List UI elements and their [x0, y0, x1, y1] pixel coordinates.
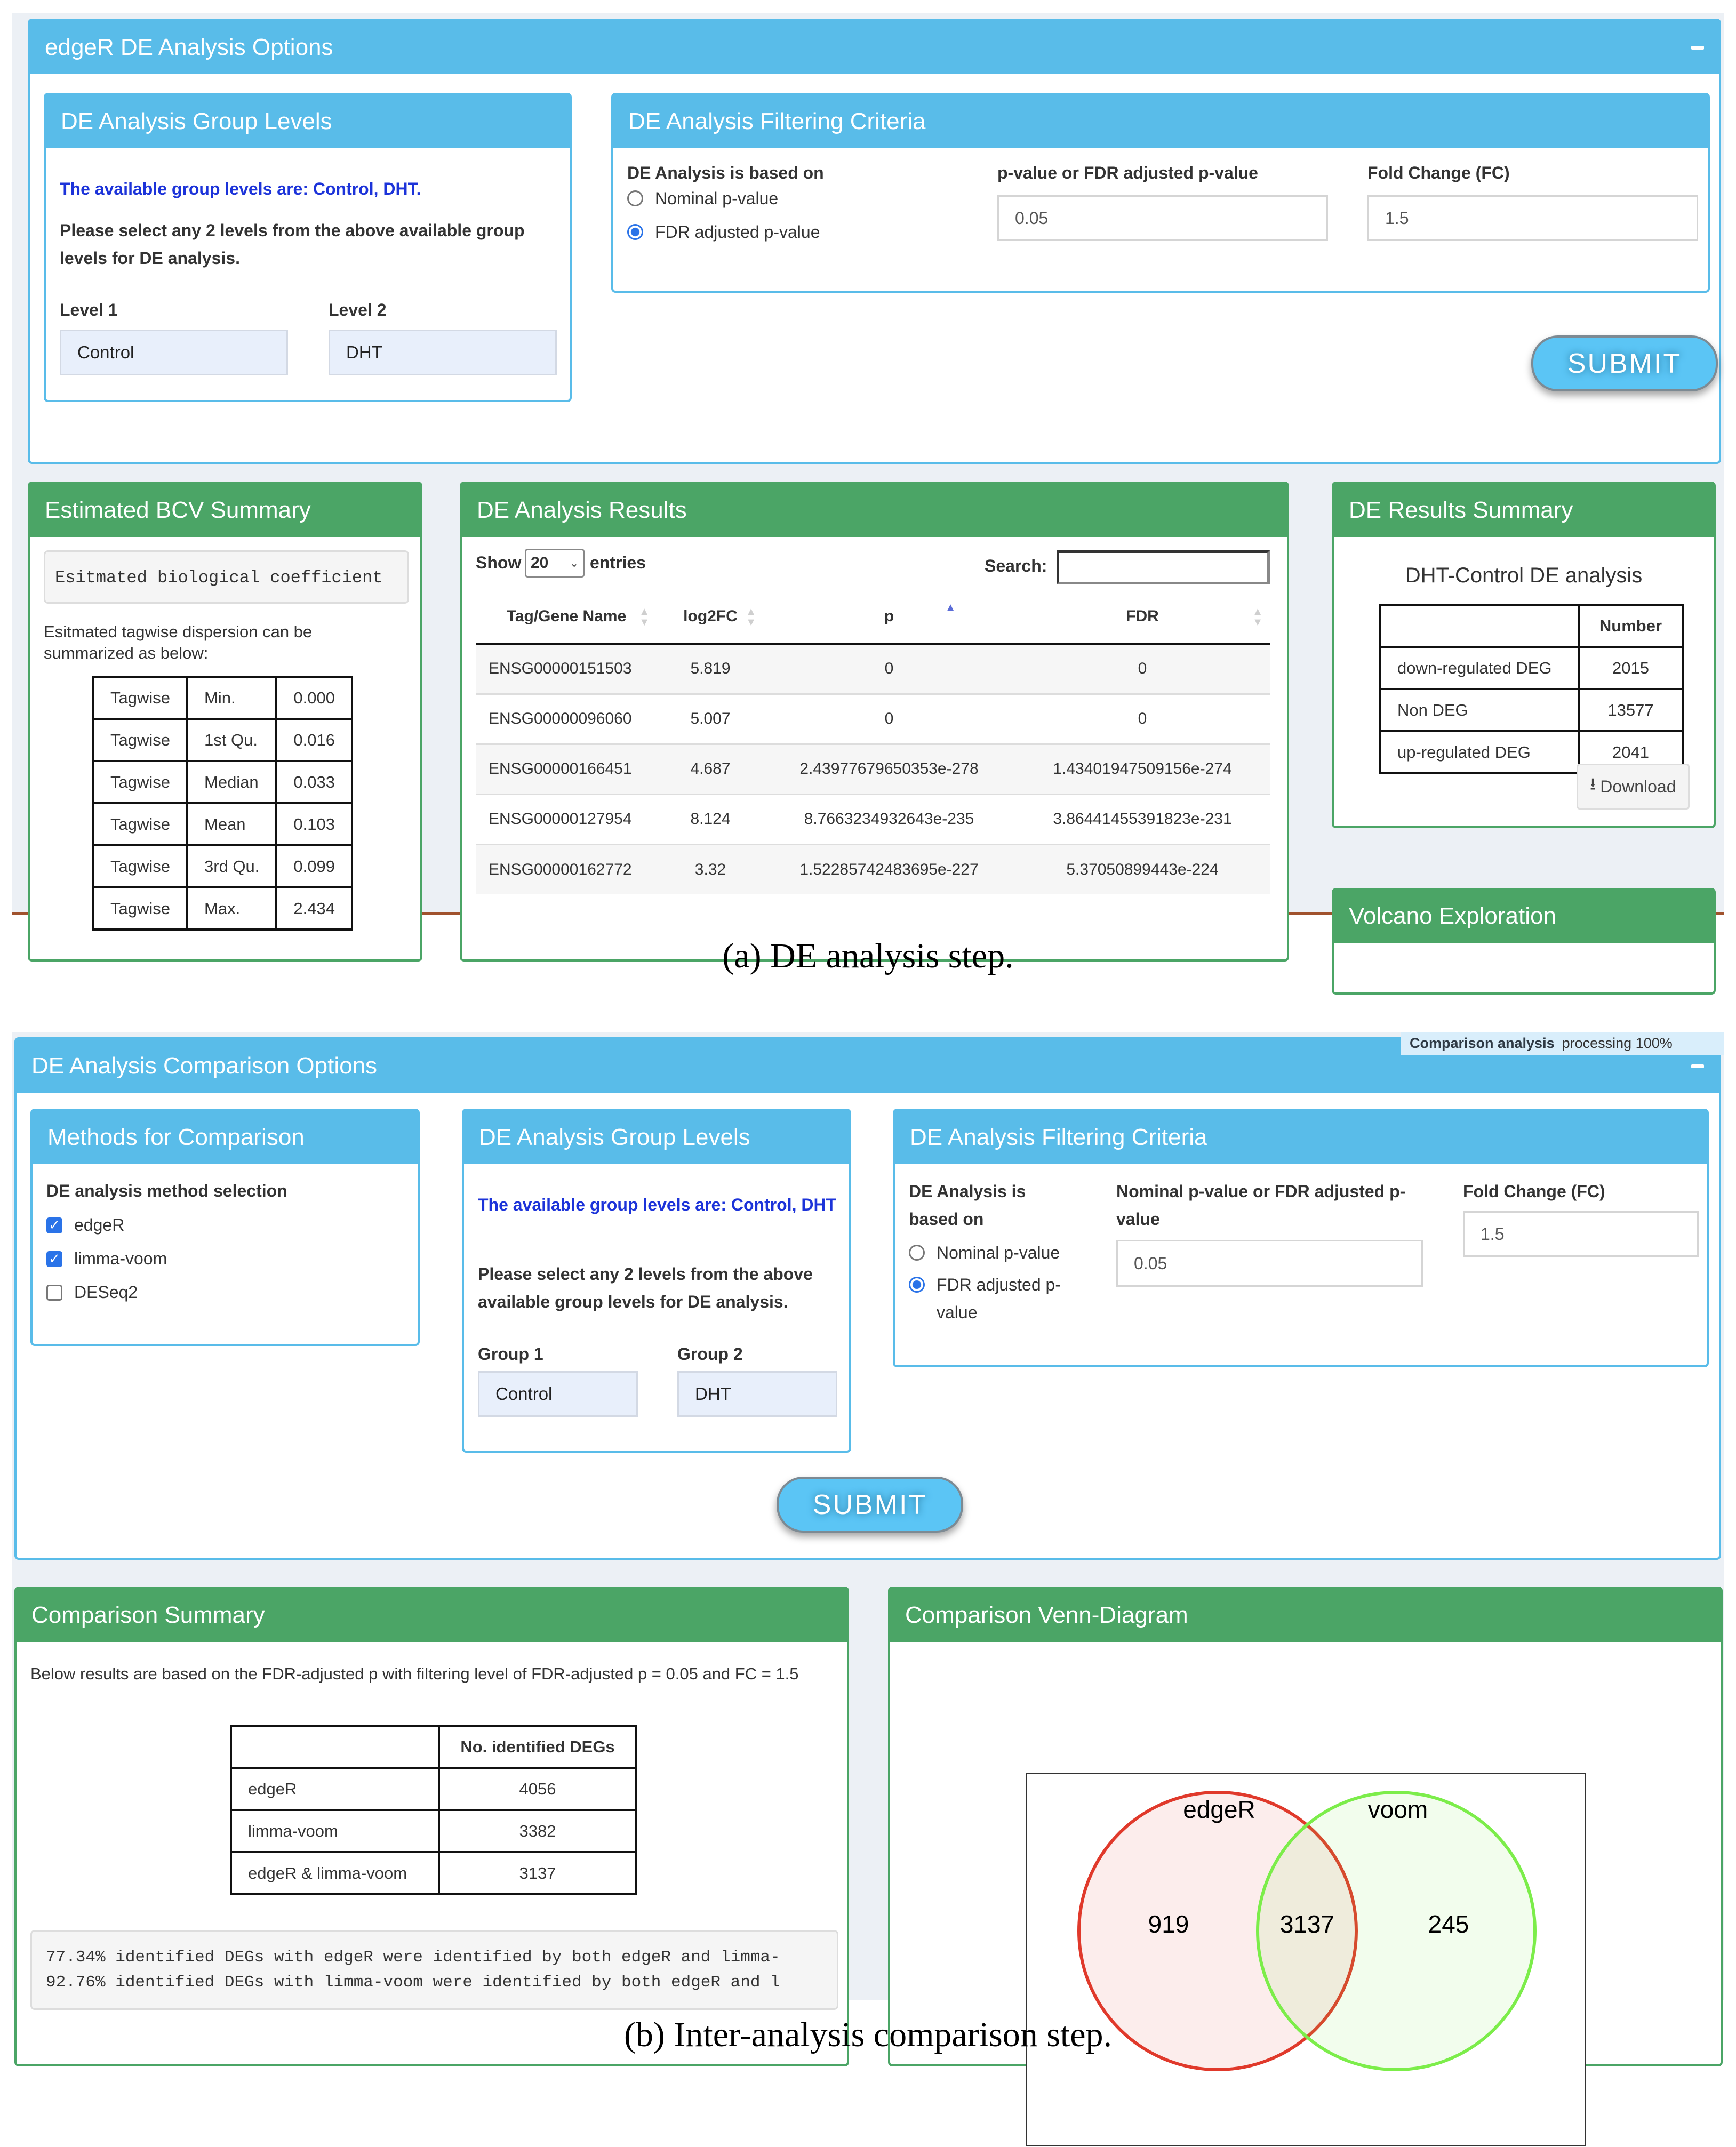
- methods-header: [33, 1111, 418, 1164]
- table-cell: Tagwise: [93, 719, 187, 761]
- table-cell: Mean: [187, 803, 276, 845]
- de-results-title: DE Analysis Results: [477, 497, 687, 523]
- table-cell: Min.: [187, 677, 276, 719]
- radio-label: FDR adjusted p-value: [937, 1275, 1061, 1322]
- fc-label: Fold Change (FC): [1367, 163, 1510, 182]
- overlap-line: 92.76% identified DEGs with limma-voom were identified by both edgeR and l: [46, 1973, 780, 1992]
- fc-input[interactable]: 1.5: [1367, 195, 1698, 241]
- table-cell: 0: [764, 694, 1014, 744]
- radio-label: Nominal p-value: [655, 189, 779, 208]
- chevron-down-icon: ⌄: [570, 557, 579, 570]
- table-cell: Non DEG: [1380, 689, 1579, 731]
- overlap-pre-output: [30, 1930, 838, 2010]
- radio-nominal-pvalue[interactable]: [627, 185, 778, 212]
- venn-box: [888, 1587, 1723, 2066]
- header-empty: [1380, 605, 1579, 647]
- group-instruction: Please select any 2 levels from the above available group levels for DE analysis.: [478, 1264, 813, 1311]
- table-cell: ENSG00000162772: [476, 844, 657, 894]
- venn-count-voom-only: 245: [1428, 1910, 1469, 1938]
- table-cell: 2015: [1579, 647, 1683, 689]
- pvalue-label: Nominal p-value or FDR adjusted p-value: [1116, 1182, 1406, 1229]
- show-label: Show: [476, 553, 522, 572]
- download-label: Download: [1600, 776, 1676, 796]
- group2-select[interactable]: DHT: [677, 1371, 837, 1417]
- table-cell: ENSG00000096060: [476, 694, 657, 744]
- checkbox-limma-voom[interactable]: [46, 1249, 167, 1269]
- de-summary-subtitle: DHT-Control DE analysis: [1405, 564, 1643, 587]
- table-cell: 0: [764, 644, 1014, 694]
- table-cell: 5.819: [657, 644, 764, 694]
- table-cell: 0.000: [276, 677, 352, 719]
- search-input[interactable]: [1057, 550, 1270, 584]
- table-row: [93, 887, 352, 930]
- radio-label: Nominal p-value: [937, 1243, 1060, 1262]
- overlap-line: 77.34% identified DEGs with edgeR were identified by both edgeR and limma-: [46, 1948, 780, 1967]
- table-cell: 8.7663234932643e-235: [764, 794, 1014, 844]
- table-cell: ENSG00000151503: [476, 644, 657, 694]
- comparison-summary-box: [14, 1587, 849, 2066]
- table-cell: Median: [187, 761, 276, 803]
- table-cell: down-regulated DEG: [1380, 647, 1579, 689]
- table-cell: Max.: [187, 887, 276, 930]
- submit-button[interactable]: SUBMIT: [777, 1477, 963, 1533]
- group-levels-title: DE Analysis Group Levels: [61, 108, 332, 134]
- comparison-description: Below results are based on the FDR-adjusted p with filtering level of FDR-adjusted p = 0.05 and FC = 1.5: [30, 1664, 799, 1683]
- table-row: [93, 719, 352, 761]
- bcv-summary-header: [30, 484, 420, 537]
- venn-count-both: 3137: [1279, 1910, 1335, 1938]
- pvalue-input[interactable]: 0.05: [1116, 1240, 1423, 1287]
- table-row: [93, 761, 352, 803]
- table-row: [231, 1810, 636, 1852]
- table-row[interactable]: [476, 844, 1270, 894]
- volcano-title: Volcano Exploration: [1349, 903, 1556, 929]
- radio-unselected-icon: [627, 190, 643, 206]
- checkbox-label: edgeR: [74, 1215, 125, 1235]
- collapse-icon[interactable]: [1691, 1064, 1704, 1068]
- venn-count-edger-only: 919: [1148, 1910, 1189, 1938]
- download-icon: ⭳: [1590, 774, 1596, 794]
- col-fdr[interactable]: FDR ▲ ▼: [1014, 590, 1270, 644]
- filtering-criteria-header: [613, 95, 1708, 148]
- radio-label: FDR adjusted p-value: [655, 222, 820, 242]
- level-instruction: Please select any 2 levels from the above available group levels for DE analysis.: [60, 221, 525, 268]
- bcv-summary-box: [28, 482, 422, 962]
- table-header-row: [231, 1726, 636, 1768]
- table-header-row: [1380, 605, 1683, 647]
- table-cell: 0: [1014, 694, 1270, 744]
- venn-label-edger: edgeR: [1183, 1796, 1255, 1823]
- volcano-header: [1334, 890, 1714, 943]
- comparison-options-title: DE Analysis Comparison Options: [31, 1053, 378, 1079]
- progress-title: Comparison analysis: [1410, 1035, 1555, 1051]
- available-levels-note: The available group levels are: Control, DHT: [478, 1195, 837, 1214]
- table-row: [93, 677, 352, 719]
- search-label: Search:: [985, 556, 1047, 575]
- table-row: [1380, 689, 1683, 731]
- bcv-pre-output: Esitmated biological coefficient: [44, 550, 409, 604]
- table-row[interactable]: [476, 794, 1270, 844]
- header-no-degs: No. identified DEGs: [439, 1726, 636, 1768]
- group-levels-box: [462, 1109, 851, 1453]
- edger-options-header: [30, 21, 1719, 74]
- sort-both-icon: ▲ ▼: [746, 606, 756, 628]
- table-cell: edgeR: [231, 1768, 439, 1810]
- radio-fdr-pvalue[interactable]: [909, 1271, 1074, 1326]
- table-row: [93, 845, 352, 887]
- filtering-criteria-title: DE Analysis Filtering Criteria: [910, 1124, 1207, 1150]
- de-summary-title: DE Results Summary: [1349, 497, 1573, 523]
- entries-label: entries: [590, 553, 646, 572]
- col-gene-name[interactable]: Tag/Gene Name ▲ ▼: [476, 590, 657, 644]
- table-cell: 3137: [439, 1852, 636, 1894]
- table-cell: 0.016: [276, 719, 352, 761]
- table-header-row: [476, 590, 1270, 644]
- progress-notification: [1401, 1032, 1724, 1055]
- comparison-summary-title: Comparison Summary: [31, 1602, 265, 1628]
- de-summary-table: [1379, 604, 1684, 774]
- table-cell: 2041: [1579, 731, 1683, 773]
- table-row[interactable]: [476, 744, 1270, 794]
- checkbox-edger[interactable]: [46, 1215, 124, 1235]
- de-summary-header: [1334, 484, 1714, 537]
- table-cell: edgeR & limma-voom: [231, 1852, 439, 1894]
- table-row: [93, 803, 352, 845]
- table-cell: 3rd Qu.: [187, 845, 276, 887]
- available-levels-note: The available group levels are: Control, DHT.: [60, 179, 421, 198]
- de-summary-box: [1332, 482, 1716, 828]
- checkbox-label: limma-voom: [74, 1249, 167, 1268]
- pvalue-input[interactable]: 0.05: [997, 195, 1328, 241]
- degs-table: [230, 1725, 637, 1895]
- table-cell: Tagwise: [93, 845, 187, 887]
- table-cell: 8.124: [657, 794, 764, 844]
- radio-selected-icon: [627, 224, 643, 240]
- venn-header: [890, 1589, 1721, 1642]
- table-cell: 0.099: [276, 845, 352, 887]
- table-cell: 4.687: [657, 744, 764, 794]
- radio-unselected-icon: [909, 1245, 925, 1261]
- progress-status: processing 100%: [1562, 1035, 1673, 1051]
- group2-label: Group 2: [677, 1344, 743, 1364]
- radio-selected-icon: [909, 1277, 925, 1293]
- fc-input[interactable]: 1.5: [1463, 1211, 1699, 1257]
- table-cell: 3382: [439, 1810, 636, 1852]
- entries-select[interactable]: [525, 549, 585, 578]
- col-p[interactable]: p ▲: [764, 590, 1014, 644]
- comparison-options-box: [14, 1037, 1721, 1560]
- based-on-label: DE Analysis is based on: [627, 163, 824, 182]
- table-row[interactable]: [476, 694, 1270, 744]
- table-cell: 0.033: [276, 761, 352, 803]
- level2-label: Level 2: [329, 300, 387, 319]
- group-levels-box: [44, 93, 572, 402]
- table-row: [231, 1768, 636, 1810]
- radio-fdr-pvalue[interactable]: [627, 218, 820, 246]
- download-button[interactable]: [1577, 764, 1690, 810]
- checkbox-checked-icon: ✓: [46, 1217, 62, 1233]
- bcv-description: Esitmated tagwise dispersion can be summarized as below:: [44, 622, 313, 662]
- methods-box: [30, 1109, 420, 1346]
- checkbox-unchecked-icon: [46, 1285, 62, 1301]
- de-results-header: [462, 484, 1287, 537]
- bcv-table: [92, 676, 353, 931]
- edger-options-box: [28, 19, 1721, 464]
- collapse-icon[interactable]: [1691, 46, 1704, 50]
- table-cell: 0: [1014, 644, 1270, 694]
- fc-label: Fold Change (FC): [1463, 1182, 1605, 1201]
- bcv-summary-title: Estimated BCV Summary: [45, 497, 311, 523]
- table-cell: 5.007: [657, 694, 764, 744]
- table-cell: 3.32: [657, 844, 764, 894]
- filtering-criteria-header: [895, 1111, 1707, 1164]
- venn-plot-frame: [1026, 1773, 1586, 2146]
- venn-title: Comparison Venn-Diagram: [905, 1602, 1188, 1628]
- table-cell: 1.52285742483695e-227: [764, 844, 1014, 894]
- sort-both-icon: ▲ ▼: [1252, 606, 1263, 628]
- table-cell: 3.86441455391823e-231: [1014, 794, 1270, 844]
- level1-select[interactable]: Control: [60, 330, 288, 375]
- checkbox-deseq2[interactable]: [46, 1283, 138, 1302]
- table-cell: up-regulated DEG: [1380, 731, 1579, 773]
- method-selection-label: DE analysis method selection: [46, 1181, 287, 1200]
- de-results-box: [460, 482, 1289, 962]
- methods-title: Methods for Comparison: [47, 1124, 305, 1150]
- group-levels-header: [464, 1111, 849, 1164]
- table-cell: ENSG00000166451: [476, 744, 657, 794]
- checkbox-checked-icon: ✓: [46, 1251, 62, 1267]
- table-cell: 1st Qu.: [187, 719, 276, 761]
- entries-value: 20: [531, 554, 549, 572]
- table-cell: Tagwise: [93, 803, 187, 845]
- table-row[interactable]: [476, 644, 1270, 694]
- radio-nominal-pvalue[interactable]: [909, 1239, 1060, 1267]
- table-cell: 13577: [1579, 689, 1683, 731]
- group1-select[interactable]: Control: [478, 1371, 638, 1417]
- table-cell: 2.434: [276, 887, 352, 930]
- caption-b: (b) Inter-analysis comparison step.: [623, 2015, 1113, 2054]
- venn-diagram: [1027, 1774, 1587, 2147]
- pvalue-label: p-value or FDR adjusted p-value: [997, 163, 1258, 182]
- filtering-criteria-box: [893, 1109, 1709, 1367]
- based-on-label: DE Analysis is based on: [909, 1182, 1026, 1229]
- table-row: [1380, 647, 1683, 689]
- table-cell: Tagwise: [93, 887, 187, 930]
- header-number: Number: [1579, 605, 1683, 647]
- filtering-criteria-box: [611, 93, 1710, 293]
- header-empty: [231, 1726, 439, 1768]
- caption-a: (a) DE analysis step.: [722, 936, 1014, 975]
- de-results-table: [476, 590, 1270, 894]
- comparison-summary-header: [17, 1589, 847, 1642]
- venn-label-voom: voom: [1367, 1796, 1428, 1823]
- submit-button[interactable]: SUBMIT: [1531, 335, 1718, 391]
- table-cell: 1.43401947509156e-274: [1014, 744, 1270, 794]
- table-cell: 4056: [439, 1768, 636, 1810]
- sort-both-icon: ▲ ▼: [639, 606, 650, 628]
- screenshot-comparison-step: [12, 1032, 1724, 2000]
- table-cell: Tagwise: [93, 677, 187, 719]
- group-levels-header: [46, 95, 570, 148]
- group1-label: Group 1: [478, 1344, 543, 1364]
- table-cell: 2.43977679650353e-278: [764, 744, 1014, 794]
- filtering-criteria-title: DE Analysis Filtering Criteria: [628, 108, 926, 134]
- table-cell: limma-voom: [231, 1810, 439, 1852]
- level2-select[interactable]: DHT: [329, 330, 557, 375]
- edger-options-title: edgeR DE Analysis Options: [45, 34, 333, 60]
- sort-asc-icon: ▲: [945, 602, 956, 613]
- table-cell: 0.103: [276, 803, 352, 845]
- table-cell: ENSG00000127954: [476, 794, 657, 844]
- col-log2fc[interactable]: log2FC ▲ ▼: [657, 590, 764, 644]
- screenshot-de-analysis-step: [12, 13, 1724, 929]
- table-cell: 5.37050899443e-224: [1014, 844, 1270, 894]
- checkbox-label: DESeq2: [74, 1283, 138, 1302]
- table-cell: Tagwise: [93, 761, 187, 803]
- table-row: [231, 1852, 636, 1894]
- level1-label: Level 1: [60, 300, 118, 319]
- group-levels-title: DE Analysis Group Levels: [479, 1124, 750, 1150]
